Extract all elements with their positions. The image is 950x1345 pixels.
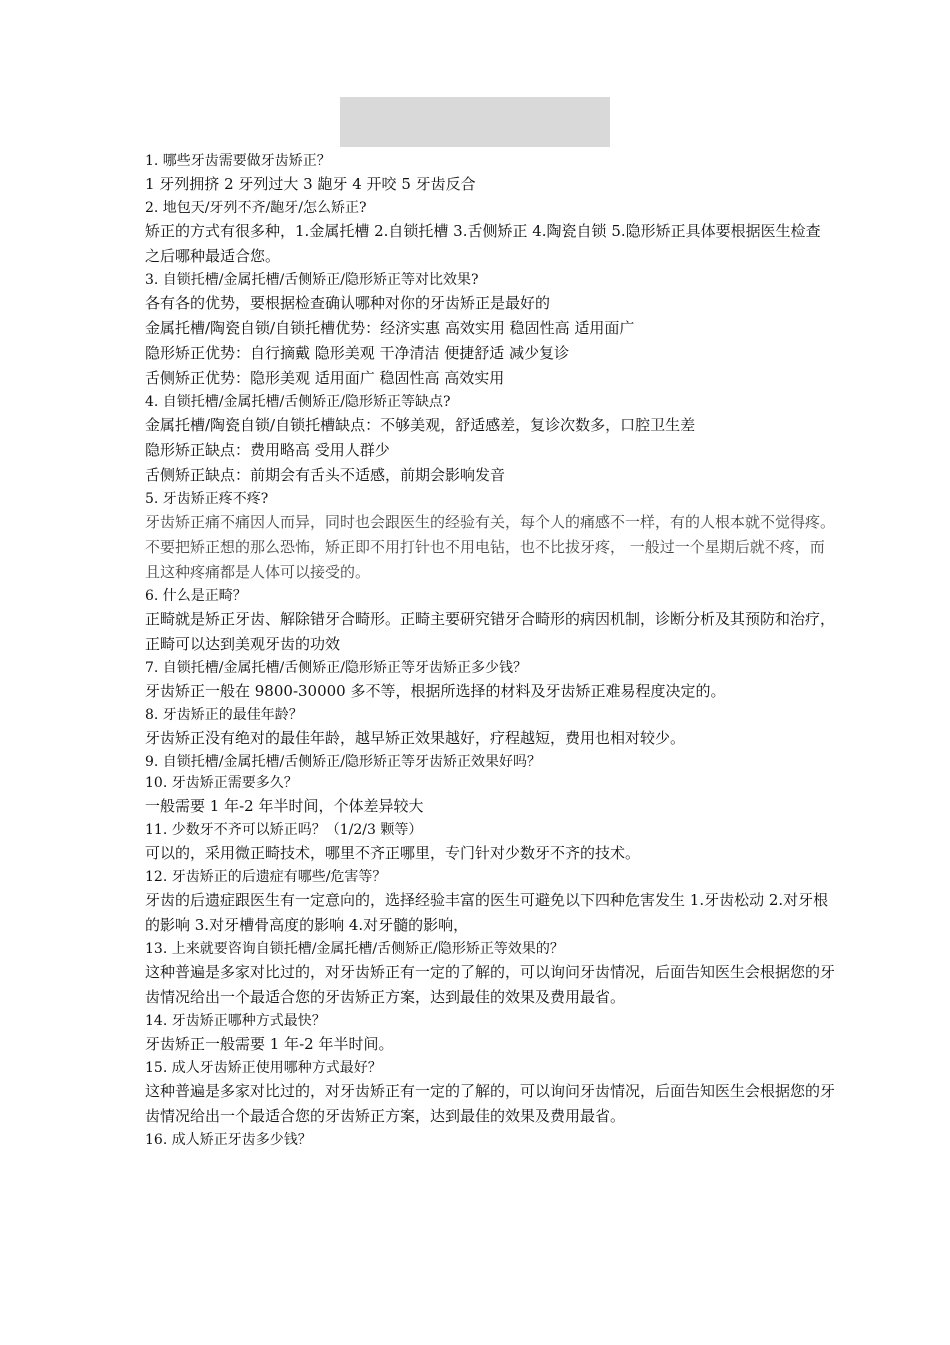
faq-answer: 这种普遍是多家对比过的，对牙齿矫正有一定的了解的，可以询问牙齿情况，后面告知医生会根据您的牙齿情况给出一个最适合您的牙齿矫正方案，达到最佳的效果及费用最省。 bbox=[145, 963, 836, 1006]
faq-question: 4. 自锁托槽/金属托槽/舌侧矫正/隐形矫正等缺点? bbox=[145, 394, 451, 410]
faq-list bbox=[145, 150, 835, 1151]
title-placeholder-box bbox=[340, 97, 610, 147]
faq-answer: 隐形矫正缺点：费用略高 受用人群少 bbox=[145, 441, 390, 459]
faq-question: 2. 地包天/牙列不齐/龅牙/怎么矫正? bbox=[145, 200, 367, 216]
faq-answer: 牙齿矫正一般在 9800-30000 多不等，根据所选择的材料及牙齿矫正难易程度决定的。 bbox=[145, 682, 726, 700]
faq-question: 8. 牙齿矫正的最佳年龄？ bbox=[145, 707, 303, 723]
faq-answer: 各有各的优势，要根据检查确认哪种对你的牙齿矫正是最好的 bbox=[145, 294, 551, 312]
faq-question: 5. 牙齿矫正疼不疼? bbox=[145, 491, 269, 507]
faq-question: 6. 什么是正畸？ bbox=[145, 588, 247, 604]
faq-answer: 可以的，采用微正畸技术，哪里不齐正哪里，专门针对少数牙不齐的技术。 bbox=[145, 844, 641, 862]
faq-answer: 一般需要 1 年-2 年半时间，个体差异较大 bbox=[145, 797, 424, 815]
faq-question: 10. 牙齿矫正需要多久？ bbox=[145, 775, 298, 791]
faq-question: 14. 牙齿矫正哪种方式最快？ bbox=[145, 1013, 326, 1029]
faq-question: 16. 成人矫正牙齿多少钱？ bbox=[145, 1132, 312, 1148]
faq-answer: 舌侧矫正缺点：前期会有舌头不适感，前期会影响发音 bbox=[145, 466, 506, 484]
faq-answer: 牙齿矫正没有绝对的最佳年龄，越早矫正效果越好，疗程越短，费用也相对较少。 bbox=[145, 729, 686, 747]
faq-question: 13. 上来就要咨询自锁托槽/金属托槽/舌侧矫正/隐形矫正等效果的？ bbox=[145, 941, 564, 957]
faq-answer: 正畸就是矫正牙齿、解除错牙合畸形。正畸主要研究错牙合畸形的病因机制，诊断分析及其预防和治疗，正畸可以达到美观牙齿的功效 bbox=[145, 610, 836, 653]
faq-answer: 牙齿矫正痛不痛因人而异，同时也会跟医生的经验有关，每个人的痛感不一样，有的人根本就不觉得疼。不要把矫正想的那么恐怖，矫正即不用打针也不用电钻，也不比拔牙疼， 一般过一个星期后就不疼，而且这种疼痛都是人体可以接受的。 bbox=[145, 513, 836, 581]
faq-answer: 金属托槽/陶瓷自锁/自锁托槽缺点：不够美观，舒适感差，复诊次数多，口腔卫生差 bbox=[145, 416, 696, 434]
faq-answer: 舌侧矫正优势：隐形美观 适用面广 稳固性高 高效实用 bbox=[145, 369, 505, 387]
faq-answer: 这种普遍是多家对比过的，对牙齿矫正有一定的了解的，可以询问牙齿情况，后面告知医生会根据您的牙齿情况给出一个最适合您的牙齿矫正方案，达到最佳的效果及费用最省。 bbox=[145, 1082, 836, 1125]
faq-question: 15. 成人牙齿矫正使用哪种方式最好？ bbox=[145, 1060, 382, 1076]
faq-question: 7. 自锁托槽/金属托槽/舌侧矫正/隐形矫正等牙齿矫正多少钱？ bbox=[145, 660, 527, 676]
faq-answer: 牙齿的后遗症跟医生有一定意向的，选择经验丰富的医生可避免以下四种危害发生 1.牙齿松动 2.对牙根的影响 3.对牙槽骨高度的影响 4.对牙髓的影响， bbox=[145, 891, 829, 934]
faq-question: 9. 自锁托槽/金属托槽/舌侧矫正/隐形矫正等牙齿矫正效果好吗？ bbox=[145, 754, 541, 770]
faq-question: 1. 哪些牙齿需要做牙齿矫正？ bbox=[145, 153, 331, 169]
faq-answer: 1 牙列拥挤 2 牙列过大 3 龅牙 4 开咬 5 牙齿反合 bbox=[145, 175, 476, 193]
faq-answer: 矫正的方式有很多种，1.金属托槽 2.自锁托槽 3.舌侧矫正 4.陶瓷自锁 5.隐形矫正具体要根据医生检查之后哪种最适合您。 bbox=[145, 222, 821, 265]
faq-answer: 金属托槽/陶瓷自锁/自锁托槽优势：经济实惠 高效实用 稳固性高 适用面广 bbox=[145, 319, 635, 337]
faq-question: 12. 牙齿矫正的后遗症有哪些/危害等？ bbox=[145, 869, 387, 885]
faq-answer: 隐形矫正优势：自行摘戴 隐形美观 干净清洁 便捷舒适 减少复诊 bbox=[145, 344, 570, 362]
faq-question: 11. 少数牙不齐可以矫正吗？（1/2/3 颗等） bbox=[145, 822, 423, 838]
faq-question: 3. 自锁托槽/金属托槽/舌侧矫正/隐形矫正等对比效果? bbox=[145, 272, 479, 288]
faq-answer: 牙齿矫正一般需要 1 年-2 年半时间。 bbox=[145, 1035, 394, 1053]
